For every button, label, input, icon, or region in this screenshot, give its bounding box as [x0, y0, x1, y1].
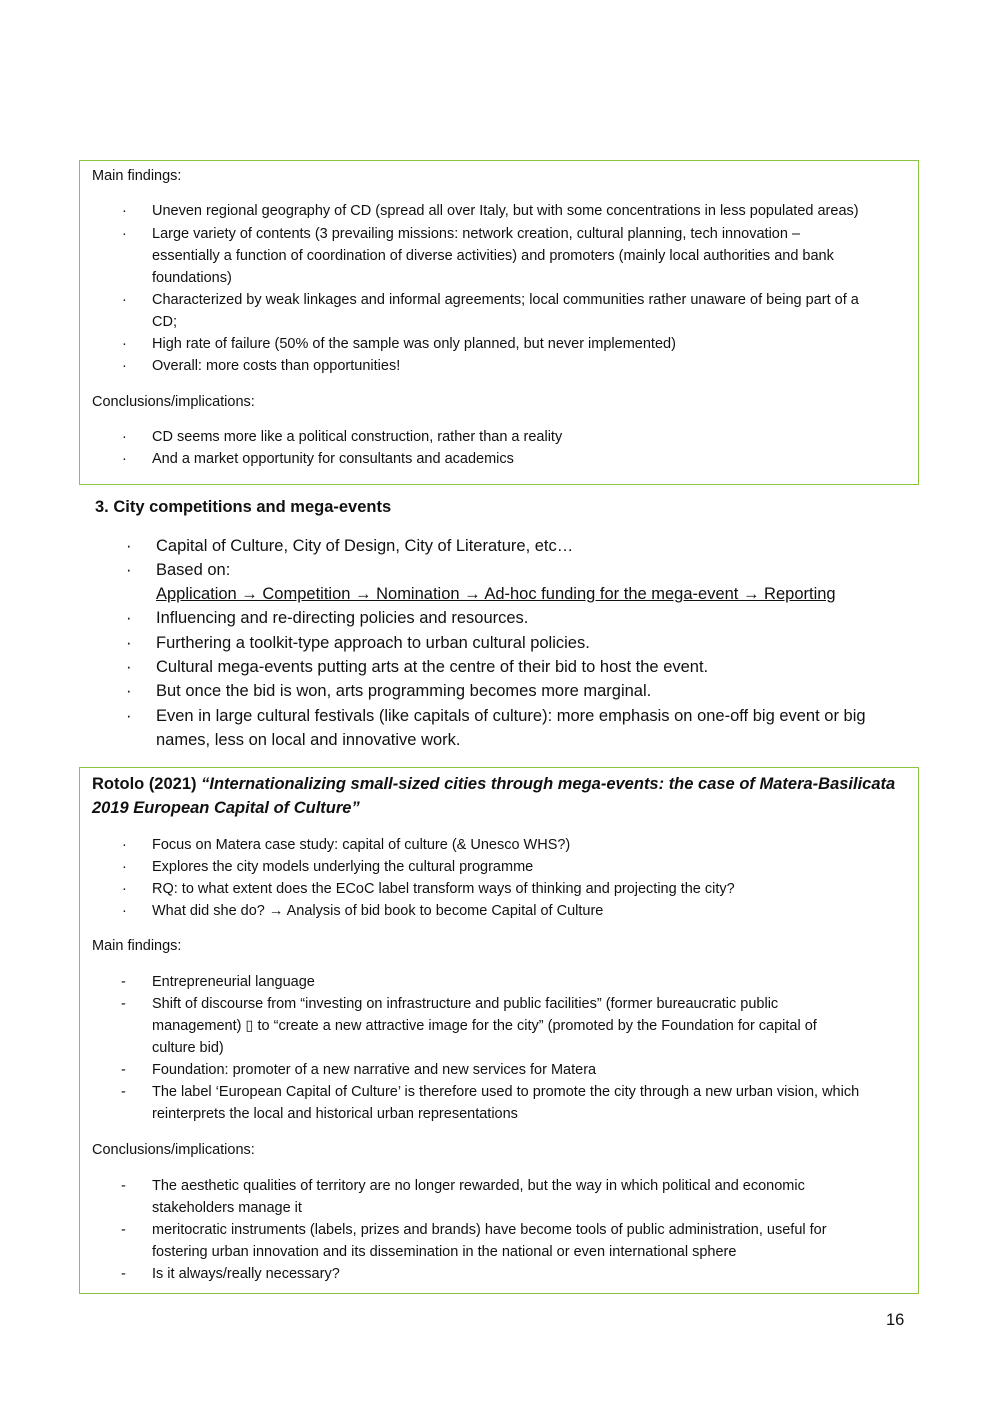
reference-title-line2: 2019 European Capital of Culture”: [92, 799, 360, 817]
finding-item: Overall: more costs than opportunities!: [152, 358, 401, 374]
section3-bullet: ·: [126, 707, 132, 725]
conclusion-item: meritocratic instruments (labels, prizes and brands) have become tools of public administration, useful for: [152, 1222, 827, 1238]
finding-bullet: -: [121, 974, 126, 990]
conclusion-item: Is it always/really necessary?: [152, 1266, 340, 1282]
main-findings-label: Main findings:: [92, 168, 182, 184]
conclusion-bullet: -: [121, 1266, 126, 1282]
reference-author: Rotolo (2021): [92, 775, 202, 793]
intro-item: Explores the city models underlying the cultural programme: [152, 859, 534, 875]
main-findings-label: Main findings:: [92, 938, 182, 954]
intro-bullet: ·: [122, 837, 127, 853]
intro-bullet: ·: [122, 859, 127, 875]
intro-item: RQ: to what extent does the ECoC label transform ways of thinking and projecting the city?: [152, 881, 735, 897]
finding-item: management) ▯ to “create a new attractive image for the city” (promoted by the Foundation for capital of: [152, 1018, 817, 1034]
finding-item: reinterprets the local and historical urban representations: [152, 1106, 518, 1122]
section3-bullet: ·: [126, 537, 132, 555]
intro-bullet: ·: [122, 903, 127, 919]
finding-bullet: ·: [122, 292, 127, 308]
finding-item: Characterized by weak linkages and informal agreements; local communities rather unaware of being part of a: [152, 292, 859, 308]
section3-item: Capital of Culture, City of Design, City of Literature, etc…: [156, 537, 574, 555]
section3-bullet: ·: [126, 634, 132, 652]
finding-bullet: ·: [122, 336, 127, 352]
finding-bullet: -: [121, 1062, 126, 1078]
section-heading: 3. City competitions and mega-events: [95, 498, 392, 516]
reference-title-line1: [92, 775, 895, 794]
finding-item: foundations): [152, 270, 232, 286]
finding-item: CD;: [152, 314, 177, 330]
finding-item: High rate of failure (50% of the sample was only planned, but never implemented): [152, 336, 676, 352]
conclusion-item: CD seems more like a political construction, rather than a reality: [152, 429, 563, 445]
intro-item: What did she do? → Analysis of bid book to become Capital of Culture: [152, 903, 604, 919]
conclusion-bullet: ·: [122, 429, 127, 445]
section3-bullet: ·: [126, 682, 132, 700]
finding-bullet: -: [121, 996, 126, 1012]
finding-item: Foundation: promoter of a new narrative and new services for Matera: [152, 1062, 597, 1078]
section3-item: Influencing and re-directing policies and resources.: [156, 609, 529, 627]
section3-bullet: ·: [126, 561, 132, 579]
conclusion-bullet: -: [121, 1178, 126, 1194]
section3-item: names, less on local and innovative work.: [156, 731, 461, 749]
finding-bullet: -: [121, 1084, 126, 1100]
finding-item: The label ‘European Capital of Culture’ is therefore used to promote the city through a new urban vision, which: [152, 1084, 860, 1100]
finding-item: Uneven regional geography of CD (spread all over Italy, but with some concentrations in less populated areas): [152, 203, 859, 219]
conclusion-item: And a market opportunity for consultants and academics: [152, 451, 514, 467]
conclusion-bullet: ·: [122, 451, 127, 467]
section3-bullet: ·: [126, 658, 132, 676]
section3-item: Even in large cultural festivals (like capitals of culture): more emphasis on one-off big event or big: [156, 707, 866, 725]
finding-bullet: ·: [122, 226, 127, 242]
intro-item: Focus on Matera case study: capital of culture (& Unesco WHS?): [152, 837, 571, 853]
conclusion-bullet: -: [121, 1222, 126, 1238]
conclusion-item: fostering urban innovation and its dissemination in the national or even international sphere: [152, 1244, 737, 1260]
section3-item: Based on:: [156, 561, 231, 579]
finding-item: culture bid): [152, 1040, 224, 1056]
page-number: 16: [886, 1311, 905, 1329]
section3-item: Cultural mega-events putting arts at the centre of their bid to host the event.: [156, 658, 709, 676]
finding-item: essentially a function of coordination of diverse activities) and promoters (mainly local authorities and bank: [152, 248, 834, 264]
finding-item: Large variety of contents (3 prevailing missions: network creation, cultural planning, tech innovation –: [152, 226, 801, 242]
conclusion-item: stakeholders manage it: [152, 1200, 302, 1216]
section3-bullet: ·: [126, 609, 132, 627]
finding-item: Entrepreneurial language: [152, 974, 315, 990]
finding-item: Shift of discourse from “investing on infrastructure and public facilities” (former bureaucratic public: [152, 996, 779, 1012]
conclusions-label: Conclusions/implications:: [92, 394, 255, 410]
finding-bullet: ·: [122, 358, 127, 374]
conclusion-item: The aesthetic qualities of territory are no longer rewarded, but the way in which political and economic: [152, 1178, 805, 1194]
process-flow: Application → Competition → Nomination → Ad-hoc funding for the mega-event → Reporting: [156, 585, 836, 603]
finding-bullet: ·: [122, 203, 127, 219]
section3-item: But once the bid is won, arts programming becomes more marginal.: [156, 682, 652, 700]
reference-title: “Internationalizing small-sized cities through mega-events: the case of Matera-Basilicata: [201, 775, 896, 793]
conclusions-label: Conclusions/implications:: [92, 1142, 255, 1158]
section3-item: Furthering a toolkit-type approach to urban cultural policies.: [156, 634, 590, 652]
intro-bullet: ·: [122, 881, 127, 897]
